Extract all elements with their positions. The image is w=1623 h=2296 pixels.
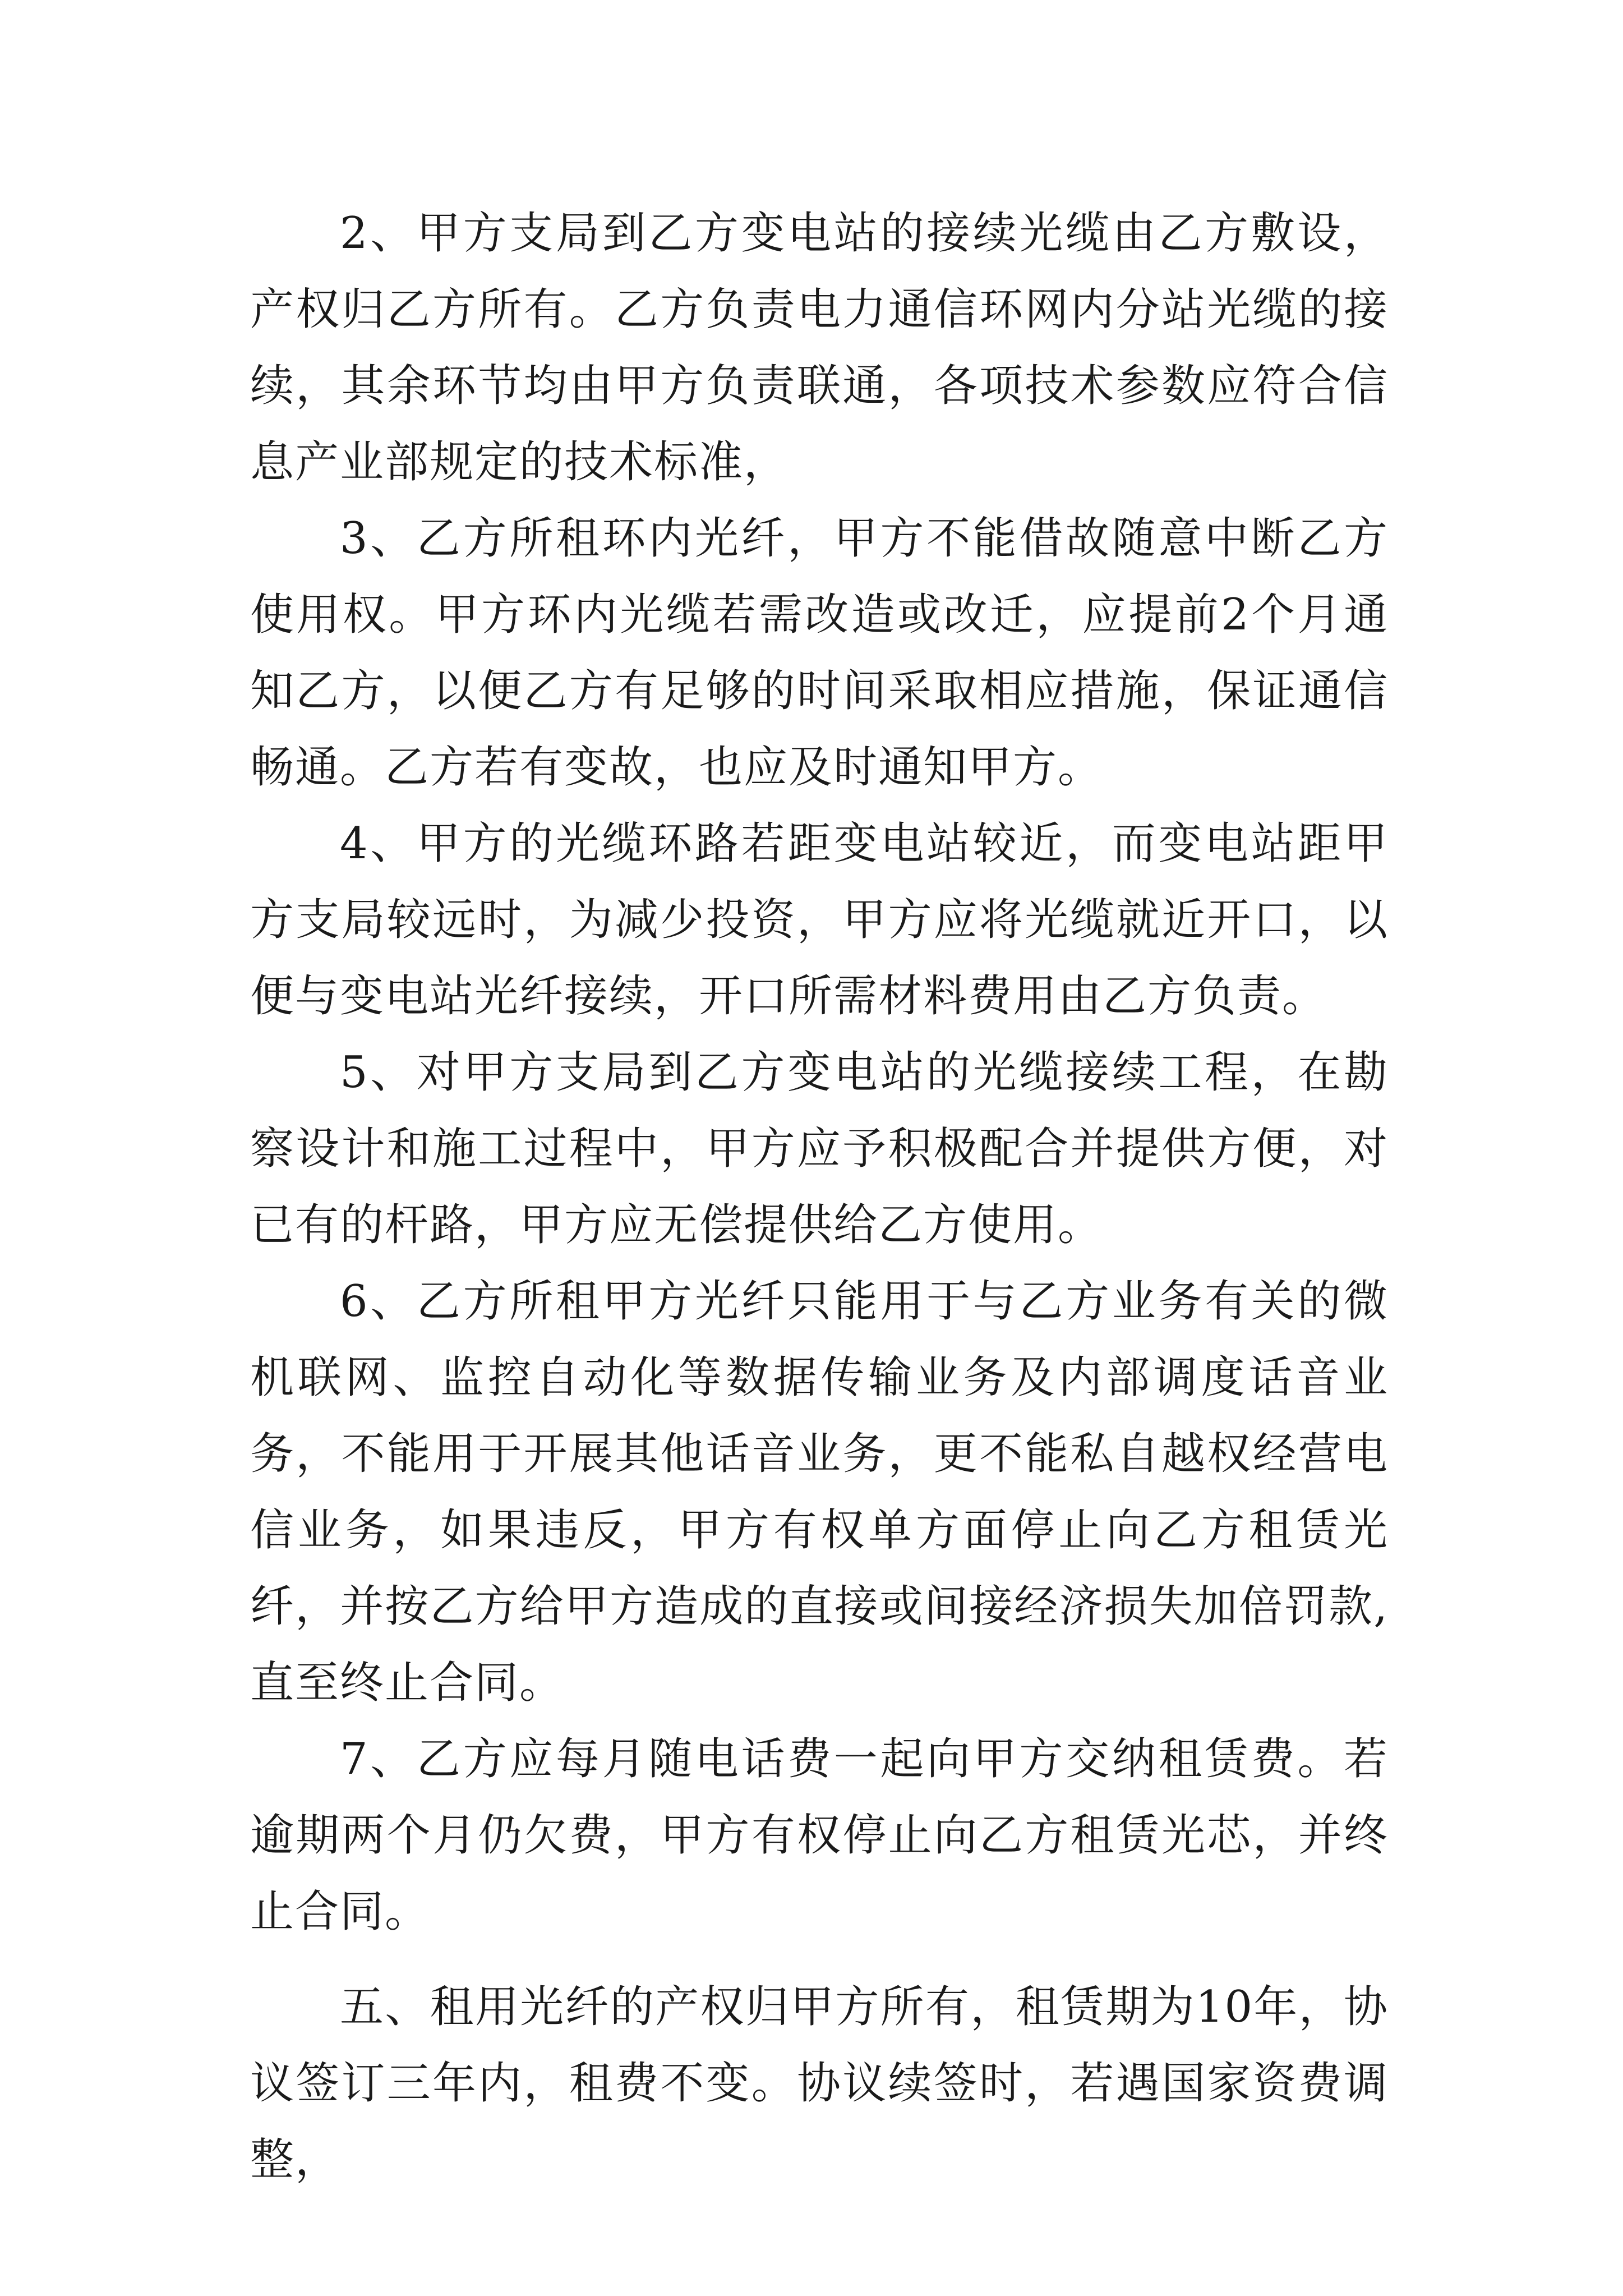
section-5-paragraph: 五、租用光纤的产权归甲方所有，租赁期为10年，协议签订三年内，租费不变。协议续签时，若遇国家资费调整， <box>250 1982 1389 2185</box>
body-text <box>250 195 1389 2198</box>
clause-6-paragraph: 6、乙方所租甲方光纤只能用于与乙方业务有关的微机联网、监控自动化等数据传输业务及内部调度话音业务，不能用于开展其他话音业务，更不能私自越权经营电信业务，如果违反，甲方有权单方面停止向乙方租赁光纤，并按乙方给甲方造成的直接或间接经济损失加倍罚款,直至终止合同。 <box>250 1276 1389 1708</box>
clause-3-paragraph: 3、乙方所租环内光纤，甲方不能借故随意中断乙方使用权。甲方环内光缆若需改造或改迁，应提前2个月通知乙方，以便乙方有足够的时间采取相应措施，保证通信畅通。乙方若有变故，也应及时通知甲方。 <box>250 513 1389 793</box>
clause-7-paragraph: 7、乙方应每月随电话费一起向甲方交纳租赁费。若逾期两个月仍欠费，甲方有权停止向乙方租赁光芯，并终止合同。 <box>250 1734 1389 1937</box>
clause-5-paragraph: 5、对甲方支局到乙方变电站的光缆接续工程，在勘察设计和施工过程中，甲方应予积极配合并提供方便，对已有的杆路，甲方应无偿提供给乙方使用。 <box>250 1047 1389 1250</box>
clause-2-paragraph: 2、甲方支局到乙方变电站的接续光缆由乙方敷设，产权归乙方所有。乙方负责电力通信环网内分站光缆的接续，其余环节均由甲方负责联通，各项技术参数应符合信息产业部规定的技术标准， <box>250 208 1389 487</box>
clause-4-paragraph: 4、甲方的光缆环路若距变电站较近，而变电站距甲方支局较远时，为减少投资，甲方应将光缆就近开口，以便与变电站光纤接续，开口所需材料费用由乙方负责。 <box>250 818 1389 1022</box>
